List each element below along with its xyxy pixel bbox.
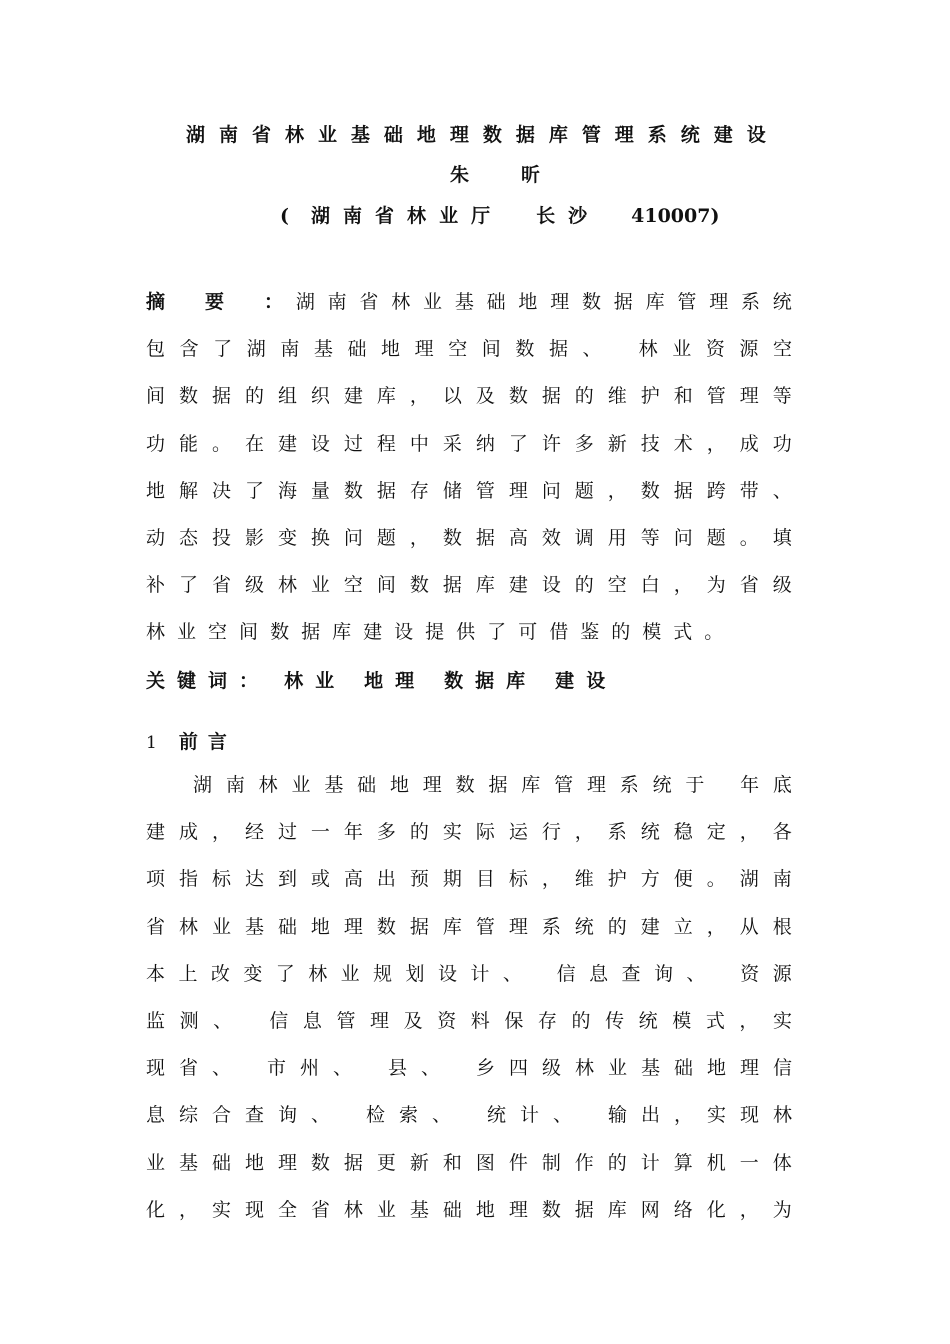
paper-title: 湖 南 省 林 业 基 础 地 理 数 据 库 管 理 系 统 建 设 — [186, 124, 766, 146]
keyword-item: 地 理 — [364, 670, 415, 692]
paragraph-line: 化 ， 实 现 全 省 林 业 基 础 地 理 数 据 库 网 络 化 ， 为 — [146, 1198, 792, 1221]
abstract-line: 地 解 决 了 海 量 数 据 存 储 管 理 问 题 ， 数 据 跨 带 、 — [146, 479, 792, 502]
paragraph-line: 现 省 、 市 州 、 县 、 乡 四 级 林 业 基 础 地 理 信 — [146, 1057, 792, 1080]
keyword-item: 林 业 — [284, 670, 335, 692]
keyword-item: 建 设 — [555, 670, 606, 692]
affiliation-open-paren: ( — [280, 205, 289, 227]
section-heading — [146, 727, 227, 754]
paragraph-line: 省 林 业 基 础 地 理 数 据 库 管 理 系 统 的 建 立 ， 从 根 — [146, 915, 792, 938]
paragraph-line: 息 综 合 查 询 、 检 索 、 统 计 、 输 出 ， 实 现 林 — [146, 1104, 792, 1127]
keywords — [146, 666, 605, 693]
author-affiliation — [280, 201, 719, 228]
abstract-line: 包 含 了 湖 南 基 础 地 理 空 间 数 据 、 林 业 资 源 空 — [146, 338, 792, 361]
affiliation-organization: 湖 南 省 林 业 厅 — [311, 205, 491, 227]
paragraph-line: 湖 南 林 业 基 础 地 理 数 据 库 管 理 系 统 于 年 底 — [193, 774, 792, 796]
affiliation-postcode: 410007) — [631, 205, 720, 227]
abstract-line: 功 能 。 在 建 设 过 程 中 采 纳 了 许 多 新 技 术 ， 成 功 — [146, 432, 792, 455]
abstract-line: 间 数 据 的 组 织 建 库 ， 以 及 数 据 的 维 护 和 管 理 等 — [146, 385, 792, 408]
paragraph-line: 项 指 标 达 到 或 高 出 预 期 目 标 ， 维 护 方 便 。 湖 南 — [146, 868, 792, 891]
paragraph-line: 建 成 ， 经 过 一 年 多 的 实 际 运 行 ， 系 统 稳 定 ， 各 — [146, 821, 792, 844]
keyword-item: 数 据 库 — [444, 670, 526, 692]
affiliation-city: 长 沙 — [536, 205, 588, 227]
keywords-label: 关 键 词 ： — [146, 670, 259, 692]
paragraph-line: 业 基 础 地 理 数 据 更 新 和 图 件 制 作 的 计 算 机 一 体 — [146, 1151, 792, 1174]
author-name: 朱 昕 — [450, 164, 540, 186]
abstract-line: 补 了 省 级 林 业 空 间 数 据 库 建 设 的 空 白 ， 为 省 级 — [146, 574, 792, 597]
section-title: 前 言 — [178, 731, 227, 753]
abstract-label: 摘 要 ： — [146, 291, 284, 313]
abstract-line: 林 业 空 间 数 据 库 建 设 提 供 了 可 借 鉴 的 模 式 。 — [146, 621, 724, 644]
abstract-line: 摘 要 ： 湖 南 省 林 业 基 础 地 理 数 据 库 管 理 系 统 — [146, 291, 792, 313]
paragraph-line: 监 测 、 信 息 管 理 及 资 料 保 存 的 传 统 模 式 ， 实 — [146, 1010, 792, 1032]
section-number: 1 — [146, 733, 157, 753]
abstract-line: 动 态 投 影 变 换 问 题 ， 数 据 高 效 调 用 等 问 题 。 填 — [146, 527, 792, 549]
paragraph-line: 本 上 改 变 了 林 业 规 划 设 计 、 信 息 查 询 、 资 源 — [146, 962, 792, 985]
